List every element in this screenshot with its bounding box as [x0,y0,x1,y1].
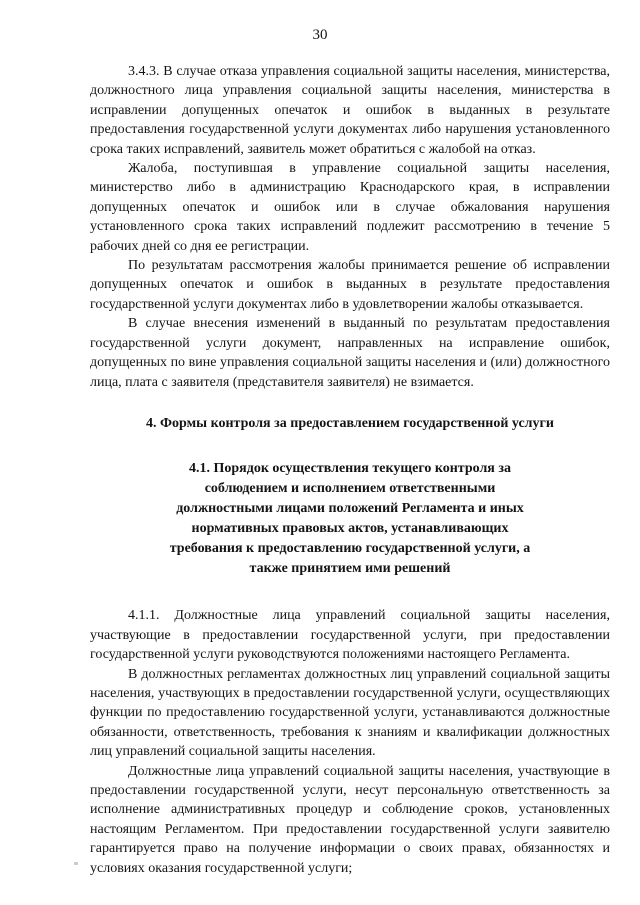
subsection-heading-4-1: 4.1. Порядок осуществления текущего контроля за соблюдением и исполнением ответственными должностными лицами положений Регламента и иных нормативных правовых актов, устанавливающих требования к предоставлению государственной услуги, а также принятием ими решений [169,461,531,577]
paragraph-4-1-1: 4.1.1. Должностные лица управлений социальной защиты населения, участвующие в предоставлении государственной услуги, при предоставлении государственной услуги руководствуются положениями настоящего Регламента. [90,608,610,663]
paragraph-complaint-decision: По результатам рассмотрения жалобы принимается решение об исправлении допущенных опечаток и ошибок в выданных в результате предоставления государственной услуги документах либо в удовлетворении жалобы отказывается. [90,258,610,312]
paragraph-3-4-3: 3.4.3. В случае отказа управления социальной защиты населения, министерства, должностного лица управления социальной защиты населения, министерства в исправлении допущенных опечаток и ошибок в выданных в результате предоставления государственной услуги документах либо нарушения установленного срока таких исправлений, заявитель может обратиться с жалобой на отказ. [90,64,610,157]
paragraph-fee-waiver: В случае внесения изменений в выданный по результатам предоставления государственной услуги документ, направленных на исправление ошибок, допущенных по вине управления социальной защиты населения и (или) должностного лица, плата с заявителя (представителя заявителя) не взимается. [90,316,610,390]
scan-speck [74,862,78,865]
document-body [90,62,610,878]
section-heading-4: 4. Формы контроля за предоставлением государственной услуги [146,415,554,431]
page-number: 30 [312,27,328,43]
paragraph-complaint-review: Жалоба, поступившая в управление социальной защиты населения, министерство либо в администрацию Краснодарского края, в исправлении допущенных опечаток и ошибок или в случае обжалования нарушения установленного срока таких исправлений подлежит рассмотрению в течение 5 рабочих дней со дня ее регистрации. [90,161,610,254]
paragraph-personal-responsibility: Должностные лица управлений социальной защиты населения, участвующие в предоставлении государственной услуги, несут персональную ответственность за исполнение административных процедур и соблюдение сроков, установленных настоящим Регламентом. При предоставлении государственной услуги заявителю гарантируется право на получение информации о своих правах, обязанностях и условиях оказания государственной услуги; [90,763,610,876]
paragraph-job-regulations: В должностных регламентах должностных лиц управлений социальной защиты населения, участвующих в предоставлении государственной услуги, осуществляющих функции по предоставлению государственной услуги, устанавливаются должностные обязанности, ответственность, требования к знаниям и квалификации должностных лиц управлений социальной защиты населения. [90,666,610,760]
